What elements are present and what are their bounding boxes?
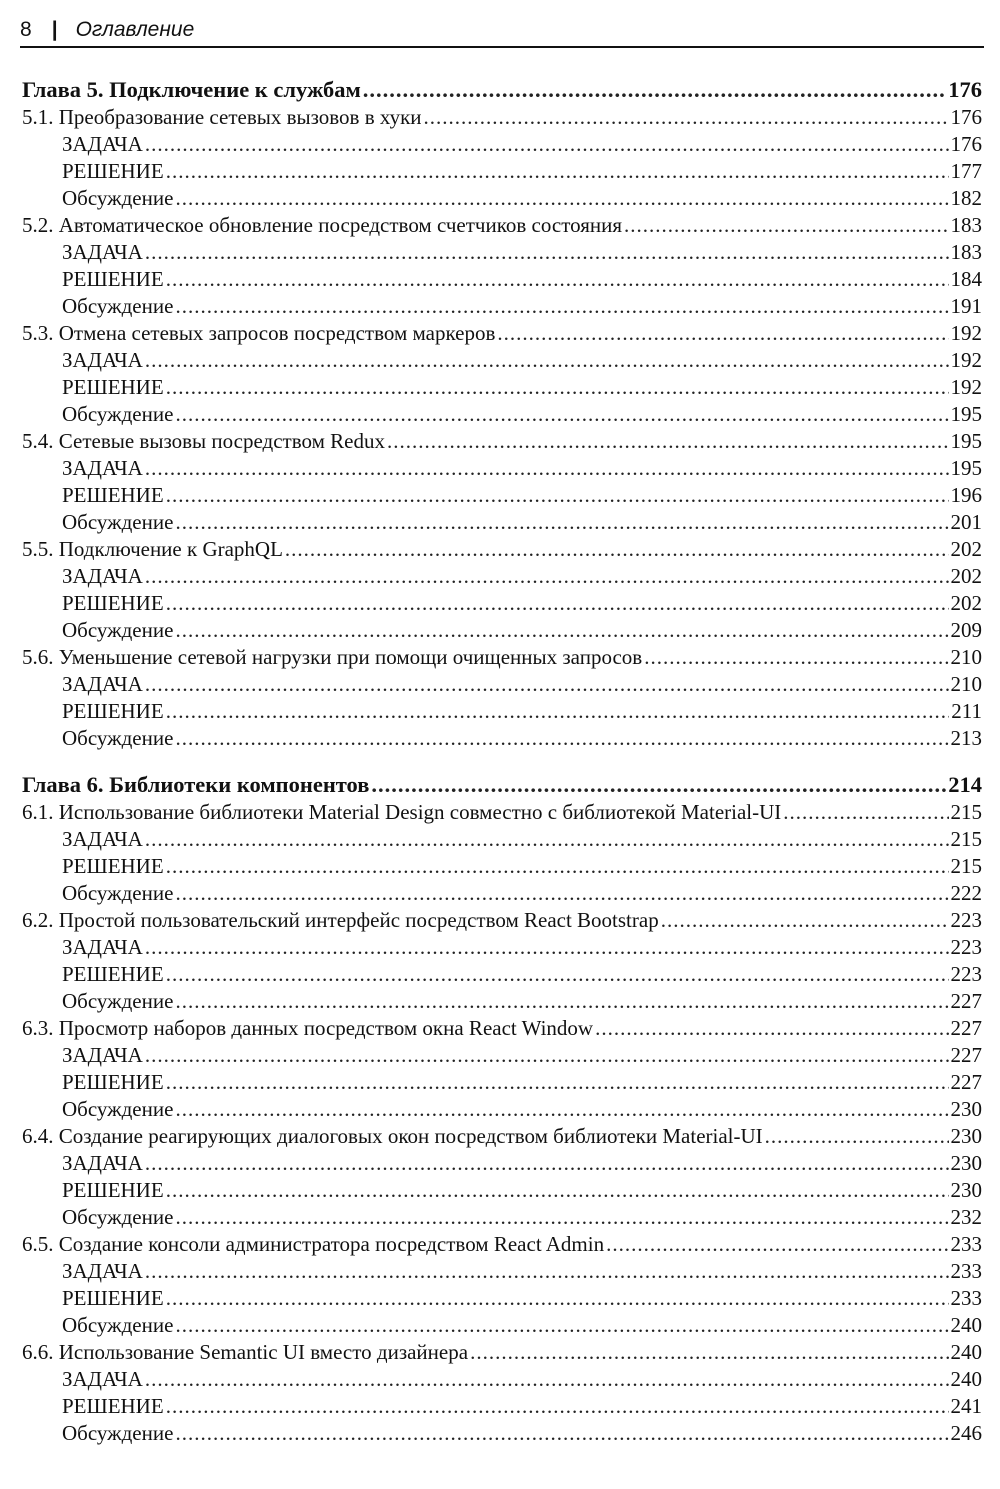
subsection-entry[interactable] [22,853,982,880]
subsection-entry-page-number: 191 [950,294,982,318]
dot-leader [166,374,949,401]
subsection-entry[interactable] [22,266,982,293]
dot-leader [166,158,949,185]
dot-leader [661,907,949,934]
subsection-entry-title: Обсуждение [62,989,174,1013]
page-number: 8 [20,18,32,41]
section-entry-title: 6.2. Простой пользовательский интерфейс посредством React Bootstrap [22,908,659,932]
section-entry[interactable] [22,799,982,826]
chapter-heading[interactable] [22,771,982,799]
subsection-entry-title: РЕШЕНИЕ [62,1286,164,1310]
section-entry-title: 5.1. Преобразование сетевых вызовов в хуки [22,105,422,129]
subsection-entry[interactable] [22,455,982,482]
dot-leader [175,293,948,320]
subsection-entry-page-number: 227 [950,989,982,1013]
dot-leader [765,1123,949,1150]
subsection-entry[interactable] [22,347,982,374]
dot-leader [175,1420,948,1447]
section-entry-title: 6.1. Использование библиотеки Material Design совместно с библиотекой Material-UI [22,800,782,824]
dot-leader [175,617,948,644]
subsection-entry-page-number: 223 [950,935,982,959]
section-entry-title: 6.5. Создание консоли администратора посредством React Admin [22,1232,605,1256]
dot-leader [166,590,949,617]
subsection-entry-page-number: 246 [950,1421,982,1445]
subsection-entry-page-number: 209 [950,618,982,642]
subsection-entry-title: ЗАДАЧА [62,1043,143,1067]
chapter-heading-page-number: 214 [948,772,982,797]
section-entry-title: 5.2. Автоматическое обновление посредством счетчиков состояния [22,213,622,237]
subsection-entry-title: ЗАДАЧА [62,456,143,480]
subsection-entry-page-number: 183 [950,240,982,264]
subsection-entry-page-number: 184 [950,267,982,291]
subsection-entry[interactable] [22,617,982,644]
subsection-entry-page-number: 177 [950,159,982,183]
subsection-entry[interactable] [22,1420,982,1447]
dot-leader [470,1339,948,1366]
dot-leader [166,1285,949,1312]
section-entry[interactable] [22,644,982,671]
running-header [20,16,984,48]
subsection-entry-page-number: 215 [950,854,982,878]
chapter-heading[interactable] [22,76,982,104]
subsection-entry-title: Обсуждение [62,1205,174,1229]
subsection-entry-page-number: 230 [950,1097,982,1121]
subsection-entry-page-number: 192 [950,375,982,399]
dot-leader [166,1393,949,1420]
section-entry-title: 6.6. Использование Semantic UI вместо дизайнера [22,1340,469,1364]
subsection-entry[interactable] [22,482,982,509]
subsection-entry[interactable] [22,961,982,988]
section-entry[interactable] [22,212,982,239]
chapter-block [22,76,982,752]
subsection-entry-title: ЗАДАЧА [62,1151,143,1175]
subsection-entry-page-number: 211 [951,699,982,723]
dot-leader [175,401,948,428]
subsection-entry[interactable] [22,1393,982,1420]
subsection-entry[interactable] [22,1042,982,1069]
subsection-entry[interactable] [22,590,982,617]
section-entry[interactable] [22,104,982,131]
subsection-entry-page-number: 240 [950,1367,982,1391]
dot-leader [145,1150,949,1177]
dot-leader [175,1312,948,1339]
dot-leader [145,1258,949,1285]
subsection-entry[interactable] [22,509,982,536]
subsection-entry-title: Обсуждение [62,726,174,750]
subsection-entry-title: ЗАДАЧА [62,240,143,264]
subsection-entry-title: Обсуждение [62,618,174,642]
chapter-heading-title: Глава 5. Подключение к службам [22,77,361,102]
chapter-heading-page-number: 176 [948,77,982,102]
section-entry-title: 6.4. Создание реагирующих диалоговых окон посредством библиотеки Material-UI [22,1124,763,1148]
dot-leader [175,1204,948,1231]
section-entry[interactable] [22,428,982,455]
dot-leader [175,725,948,752]
subsection-entry[interactable] [22,671,982,698]
subsection-entry[interactable] [22,1204,982,1231]
subsection-entry[interactable] [22,1285,982,1312]
section-entry[interactable] [22,1015,982,1042]
dot-leader [175,185,948,212]
subsection-entry-title: РЕШЕНИЕ [62,267,164,291]
section-entry-page-number: 233 [950,1232,982,1256]
subsection-entry-page-number: 233 [950,1286,982,1310]
dot-leader [166,482,949,509]
dot-leader [424,104,949,131]
dot-leader [166,1069,949,1096]
subsection-entry-title: РЕШЕНИЕ [62,854,164,878]
subsection-entry[interactable] [22,826,982,853]
section-entry-title: 6.3. Просмотр наборов данных посредством окна React Window [22,1016,594,1040]
section-entry-page-number: 210 [950,645,982,669]
dot-leader [145,131,949,158]
subsection-entry-page-number: 196 [950,483,982,507]
dot-leader [285,536,949,563]
dot-leader [175,988,948,1015]
subsection-entry[interactable] [22,374,982,401]
subsection-entry[interactable] [22,698,982,725]
subsection-entry-page-number: 182 [950,186,982,210]
chapter-block [22,771,982,1447]
subsection-entry-title: РЕШЕНИЕ [62,1394,164,1418]
dot-leader [371,771,946,799]
subsection-entry-title: Обсуждение [62,510,174,534]
subsection-entry-title: РЕШЕНИЕ [62,591,164,615]
subsection-entry-title: Обсуждение [62,1313,174,1337]
subsection-entry-title: Обсуждение [62,186,174,210]
subsection-entry[interactable] [22,1069,982,1096]
subsection-entry-page-number: 195 [950,456,982,480]
dot-leader [166,1177,949,1204]
dot-leader [783,799,948,826]
subsection-entry-title: РЕШЕНИЕ [62,1178,164,1202]
subsection-entry[interactable] [22,1258,982,1285]
subsection-entry[interactable] [22,934,982,961]
dot-leader [166,961,949,988]
subsection-entry-title: Обсуждение [62,402,174,426]
subsection-entry[interactable] [22,158,982,185]
subsection-entry-title: РЕШЕНИЕ [62,159,164,183]
table-of-contents [22,76,982,1466]
section-entry[interactable] [22,907,982,934]
subsection-entry-page-number: 227 [950,1043,982,1067]
subsection-entry-title: РЕШЕНИЕ [62,483,164,507]
subsection-entry-title: РЕШЕНИЕ [62,699,164,723]
subsection-entry-title: Обсуждение [62,1097,174,1121]
subsection-entry[interactable] [22,185,982,212]
section-entry-page-number: 215 [950,800,982,824]
section-entry-page-number: 223 [950,908,982,932]
subsection-entry-page-number: 192 [950,348,982,372]
subsection-entry-page-number: 232 [950,1205,982,1229]
dot-leader [644,644,948,671]
dot-leader [606,1231,948,1258]
subsection-entry-title: ЗАДАЧА [62,348,143,372]
subsection-entry-title: Обсуждение [62,294,174,318]
section-entry-title: 5.6. Уменьшение сетевой нагрузки при помощи очищенных запросов [22,645,643,669]
dot-leader [175,880,948,907]
dot-leader [595,1015,948,1042]
subsection-entry-title: РЕШЕНИЕ [62,1070,164,1094]
subsection-entry-page-number: 222 [950,881,982,905]
dot-leader [497,320,948,347]
section-entry-page-number: 176 [950,105,982,129]
subsection-entry-title: ЗАДАЧА [62,132,143,156]
header-section-title: Оглавление [75,18,195,41]
section-entry-page-number: 240 [950,1340,982,1364]
section-entry-page-number: 183 [950,213,982,237]
subsection-entry[interactable] [22,563,982,590]
subsection-entry[interactable] [22,239,982,266]
subsection-entry-title: РЕШЕНИЕ [62,375,164,399]
subsection-entry-title: Обсуждение [62,1421,174,1445]
subsection-entry-title: ЗАДАЧА [62,564,143,588]
dot-leader [145,1042,949,1069]
dot-leader [145,239,949,266]
section-entry-page-number: 195 [950,429,982,453]
subsection-entry[interactable] [22,1312,982,1339]
section-entry-title: 5.5. Подключение к GraphQL [22,537,283,561]
subsection-entry[interactable] [22,988,982,1015]
dot-leader [387,428,949,455]
dot-leader [145,455,949,482]
dot-leader [145,934,949,961]
subsection-entry-title: ЗАДАЧА [62,827,143,851]
dot-leader [145,826,949,853]
section-entry[interactable] [22,1123,982,1150]
section-entry-page-number: 230 [950,1124,982,1148]
dot-leader [175,509,948,536]
section-entry-page-number: 192 [950,321,982,345]
subsection-entry[interactable] [22,131,982,158]
subsection-entry-page-number: 230 [950,1178,982,1202]
subsection-entry[interactable] [22,1096,982,1123]
section-entry[interactable] [22,1339,982,1366]
section-entry-page-number: 202 [950,537,982,561]
subsection-entry-page-number: 223 [950,962,982,986]
dot-leader [166,266,949,293]
section-entry-title: 5.3. Отмена сетевых запросов посредством маркеров [22,321,496,345]
subsection-entry[interactable] [22,401,982,428]
section-entry-page-number: 227 [950,1016,982,1040]
subsection-entry-page-number: 233 [950,1259,982,1283]
subsection-entry-title: ЗАДАЧА [62,1367,143,1391]
subsection-entry[interactable] [22,880,982,907]
subsection-entry[interactable] [22,293,982,320]
subsection-entry[interactable] [22,1177,982,1204]
subsection-entry-page-number: 241 [950,1394,982,1418]
subsection-entry-page-number: 176 [950,132,982,156]
chapter-heading-title: Глава 6. Библиотеки компонентов [22,772,370,797]
section-entry[interactable] [22,1231,982,1258]
section-entry-title: 5.4. Сетевые вызовы посредством Redux [22,429,385,453]
dot-leader [624,212,949,239]
subsection-entry-page-number: 195 [950,402,982,426]
subsection-entry-page-number: 202 [950,564,982,588]
header-separator: | [51,18,58,41]
subsection-entry-title: ЗАДАЧА [62,672,143,696]
dot-leader [145,347,949,374]
subsection-entry[interactable] [22,725,982,752]
subsection-entry-page-number: 227 [950,1070,982,1094]
dot-leader [166,698,950,725]
dot-leader [145,563,949,590]
subsection-entry[interactable] [22,1366,982,1393]
subsection-entry-page-number: 201 [950,510,982,534]
subsection-entry-page-number: 240 [950,1313,982,1337]
subsection-entry-page-number: 210 [950,672,982,696]
subsection-entry-page-number: 213 [950,726,982,750]
subsection-entry-page-number: 230 [950,1151,982,1175]
section-entry[interactable] [22,320,982,347]
subsection-entry-title: Обсуждение [62,881,174,905]
section-entry[interactable] [22,536,982,563]
subsection-entry-title: ЗАДАЧА [62,1259,143,1283]
subsection-entry-title: РЕШЕНИЕ [62,962,164,986]
subsection-entry-title: ЗАДАЧА [62,935,143,959]
subsection-entry[interactable] [22,1150,982,1177]
dot-leader [145,671,949,698]
dot-leader [145,1366,949,1393]
dot-leader [363,76,946,104]
subsection-entry-page-number: 215 [950,827,982,851]
dot-leader [175,1096,948,1123]
subsection-entry-page-number: 202 [950,591,982,615]
dot-leader [166,853,949,880]
